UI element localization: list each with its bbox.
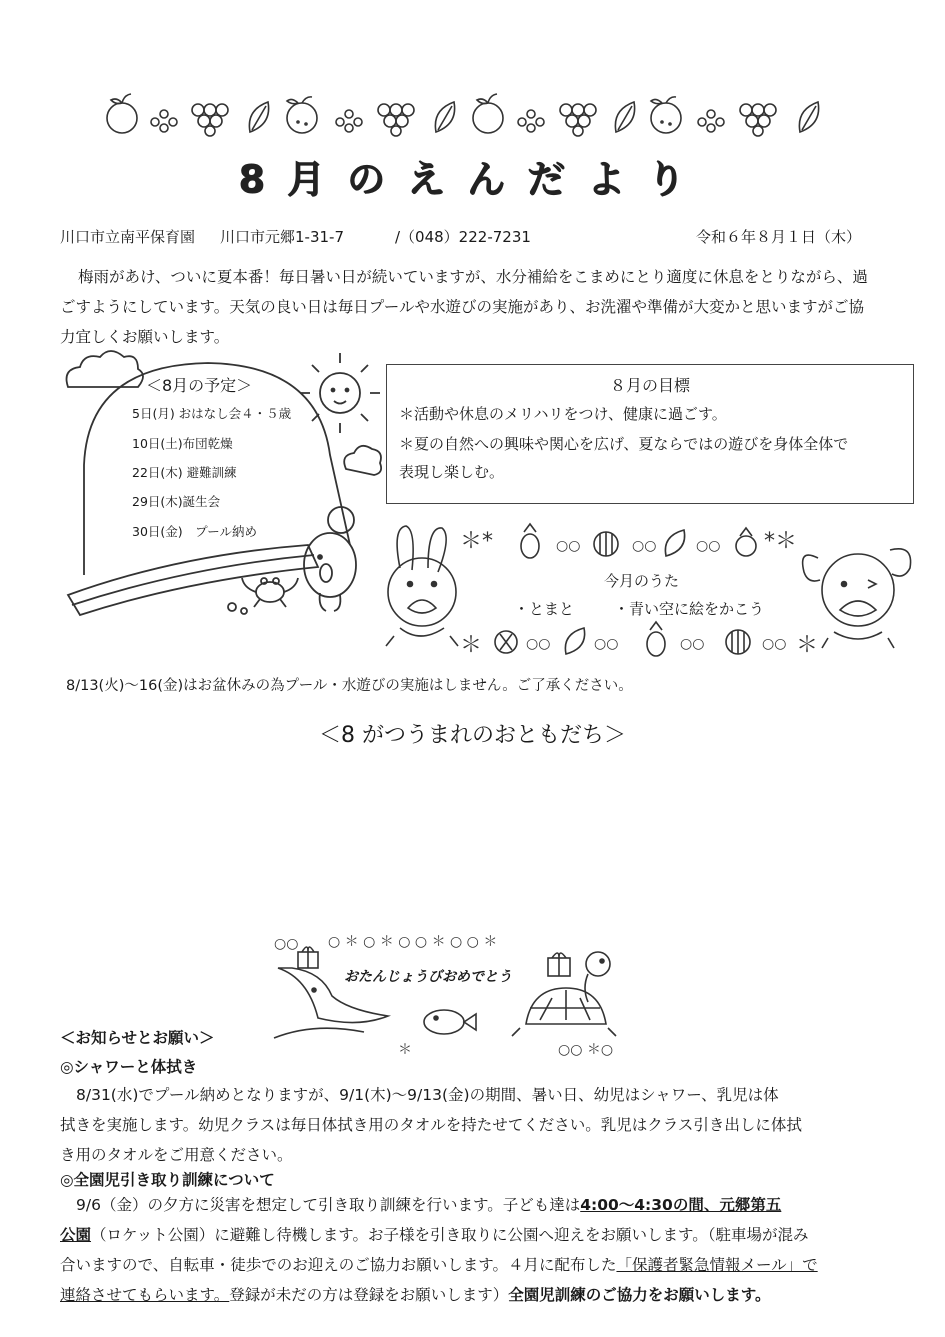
grape-icon xyxy=(698,110,724,132)
drill-text: 合いますので、自転車・徒歩でのお迎えのご協力お願いします。４月に配布した xyxy=(60,1256,617,1274)
fish-icon xyxy=(424,1010,476,1034)
shower-line: き用のタオルをご用意ください。 xyxy=(60,1146,293,1164)
leaf-icon xyxy=(565,628,584,654)
sun-icon xyxy=(300,353,380,433)
shower-paragraph xyxy=(60,1080,920,1170)
leaf-icon xyxy=(615,102,634,132)
leaf-icon xyxy=(249,102,268,132)
drill-paragraph xyxy=(60,1190,930,1310)
page-title: 8月のえんだより xyxy=(238,157,707,201)
svg-text:○○: ○○ xyxy=(696,538,721,554)
birthday-title: ＜8 がつうまれのおともだち＞ xyxy=(319,723,626,748)
shower-heading: ◎シャワーと体拭き xyxy=(60,1058,198,1076)
birthday-banner: おたんじょうびおめでとう xyxy=(344,969,512,985)
turtle-icon xyxy=(512,952,616,1036)
pineapple-icon xyxy=(647,622,665,656)
school-name: 川口市立南平保育園 xyxy=(60,228,196,246)
apple-icon xyxy=(473,94,503,133)
birthday-illustration xyxy=(268,928,618,1058)
intro-line: ごすようにしています。天気の良い日は毎日プールや水遊びの実施があり、お洗濯や準備が大変かと思いますがご協 xyxy=(60,298,864,316)
song-item: ・とまと xyxy=(514,600,575,618)
svg-text:○○ ＊○: ○○ ＊○ xyxy=(558,1042,614,1058)
drill-heading: ◎全園児引き取り訓練について xyxy=(60,1171,275,1189)
orange-icon xyxy=(651,97,681,133)
song-illustration xyxy=(378,518,918,668)
fruit-decoration-row xyxy=(100,92,840,138)
contact-note: 連絡させてもらいます。 xyxy=(60,1286,230,1304)
intro-paragraph xyxy=(60,262,920,352)
svg-text:*＊: *＊ xyxy=(764,529,798,554)
watermelon-icon xyxy=(495,631,517,653)
svg-text:＊: ＊ xyxy=(796,633,819,658)
grape-icon xyxy=(518,110,544,132)
obon-notice: 8/13(火)～16(金)はお盆休みの為プール・水遊びの実施はしません。ご了承ください。 xyxy=(66,678,633,694)
svg-text:○○: ○○ xyxy=(274,936,299,952)
grape-bunch-icon xyxy=(740,104,776,136)
grape-bunch-icon xyxy=(560,104,596,136)
drill-text: （ロケット公園）に避難し待機します。お子様を引き取りに公園へ迎えをお願いします。（駐車場が混み xyxy=(91,1226,809,1244)
grape-icon xyxy=(336,110,362,132)
shower-line: 拭きを実施します。幼児クラスは毎日体拭き用のタオルを持たせてください。乳児はクラス引き出しに体拭 xyxy=(60,1116,802,1134)
leaf-icon xyxy=(799,102,818,132)
leaf-icon xyxy=(435,102,454,132)
svg-text:○○: ○○ xyxy=(526,636,551,652)
goals-title: ８月の目標 xyxy=(609,376,690,395)
drill-text: 登録が未だの方は登録をお願いします） xyxy=(229,1286,509,1304)
song-title: 今月のうた xyxy=(604,572,680,590)
goal-item: ＊活動や休息のメリハリをつけ、健康に過ごす。 xyxy=(399,405,727,423)
schedule-item: 22日(木) 避難訓練 xyxy=(132,465,237,480)
school-address: 川口市元郷1-31-7 xyxy=(220,228,344,246)
pineapple-icon xyxy=(736,528,756,556)
drill-text: 9/6（金）の夕方に災害を想定して引き取り訓練を行います。子ども達は xyxy=(76,1196,581,1214)
schedule-item: 5日(月) おはなし会４・５歳 xyxy=(132,406,292,421)
cloud-icon xyxy=(67,351,144,387)
mouse-icon xyxy=(304,507,356,611)
schedule-item: 10日(土)布団乾燥 xyxy=(132,436,233,451)
watermelon-icon xyxy=(726,630,750,654)
cloud-icon xyxy=(344,446,381,475)
notices-title: ＜お知らせとお願い＞ xyxy=(60,1029,215,1047)
svg-text:○ ＊ ○ ＊ ○ ○ ＊ ○ ○ ＊: ○ ＊ ○ ＊ ○ ○ ＊ ○ ○ ＊ xyxy=(328,934,498,950)
svg-text:＊: ＊ xyxy=(460,633,483,658)
svg-text:○○: ○○ xyxy=(632,538,657,554)
cooperation-note: 全園児訓練のご協力をお願いします。 xyxy=(508,1286,771,1304)
orange-icon xyxy=(287,97,317,133)
intro-line: 梅雨があけ、ついに夏本番！毎日暑い日が続いていますが、水分補給をこまめにとり適度に休息をとりながら、過 xyxy=(78,268,868,286)
rabbit-icon xyxy=(386,526,458,646)
goals-box xyxy=(386,364,914,504)
schedule-item: 30日(金) プール納め xyxy=(132,524,258,539)
intro-line: 力宜しくお願いします。 xyxy=(60,328,230,346)
schedule-title: ＜8月の予定＞ xyxy=(146,376,253,395)
apple-icon xyxy=(107,94,137,133)
shower-line: 8/31(水)でプール納めとなりますが、9/1(木)～9/13(金)の期間、暑い日、幼児はシャワー、乳児は体 xyxy=(76,1086,779,1104)
goal-item: ＊夏の自然への興味や関心を広げ、夏ならではの遊びを身体全体で xyxy=(399,435,849,453)
issue-date: 令和６年８月１日（木） xyxy=(696,228,862,246)
watermelon-icon xyxy=(594,532,618,556)
svg-text:＊: ＊ xyxy=(398,1042,412,1058)
schedule-item: 29日(木)誕生会 xyxy=(132,494,221,509)
gift-icon xyxy=(298,947,318,968)
song-item: ・青い空に絵をかこう xyxy=(614,600,765,618)
grape-bunch-icon xyxy=(192,104,228,136)
grape-icon xyxy=(151,110,177,132)
crab-icon xyxy=(228,578,298,614)
svg-text:○○: ○○ xyxy=(594,636,619,652)
goal-item: 表現し楽しむ。 xyxy=(399,463,505,481)
leaf-icon xyxy=(665,530,684,556)
svg-text:○○: ○○ xyxy=(680,636,705,652)
grape-bunch-icon xyxy=(378,104,414,136)
emergency-mail-note: 「保護者緊急情報メール」で xyxy=(616,1256,818,1274)
svg-text:○○: ○○ xyxy=(556,538,581,554)
school-phone: /（048）222-7231 xyxy=(395,228,531,246)
drill-place: 公園 xyxy=(60,1226,92,1244)
drill-time: 4:00～4:30の間、元郷第五 xyxy=(580,1196,782,1214)
gift-icon xyxy=(548,953,570,976)
dog-icon xyxy=(803,549,911,648)
svg-text:＊*: ＊* xyxy=(460,529,494,554)
pineapple-icon xyxy=(521,524,539,558)
svg-text:○○: ○○ xyxy=(762,636,787,652)
